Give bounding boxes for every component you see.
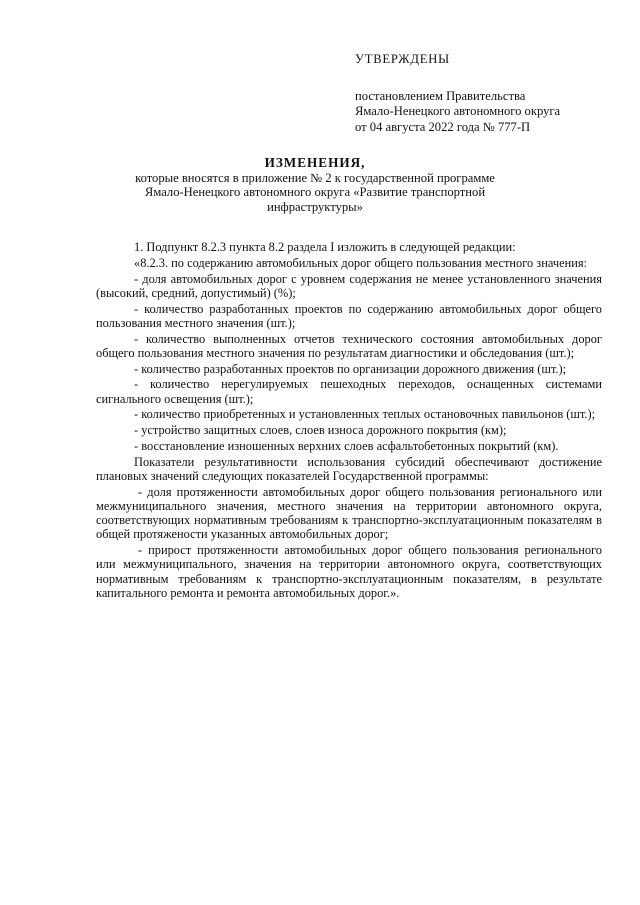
document-heading bbox=[110, 156, 520, 214]
list-item: - доля автомобильных дорог с уровнем содержания не менее установленного значения (высокий, средний, допустимый) (%); bbox=[96, 271, 602, 300]
list-item: - количество нерегулируемых пешеходных переходов, оснащенных системами сигнального освещения (шт.); bbox=[96, 377, 602, 406]
paragraph: Показатели результативности использования субсидий обеспечивают достижение плановых значений следующих показателей Государственной программы: bbox=[96, 454, 602, 483]
approval-line: от 04 августа 2022 года № 777-П bbox=[355, 119, 531, 134]
approval-title: УТВЕРЖДЕНЫ bbox=[355, 52, 450, 66]
heading-title: ИЗМЕНЕНИЯ, bbox=[264, 155, 366, 170]
heading-line: Ямало-Ненецкого автономного округа «Развитие транспортной bbox=[144, 185, 486, 200]
list-item: - доля протяженности автомобильных дорог общего пользования регионального или межмуниципального значения, местного значения на территории автономного округа, соответствующих нормативным требованиям к транспортно-эксплуатационным показателям в общей протяжености указанных автомобильных дорог; bbox=[96, 484, 602, 542]
list-item: - количество разработанных проектов по содержанию автомобильных дорог общего пользования местного значения (шт.); bbox=[96, 301, 602, 330]
approval-line: Ямало-Ненецкого автономного округа bbox=[355, 104, 561, 119]
paragraph: 1. Подпункт 8.2.3 пункта 8.2 раздела I изложить в следующей редакции: bbox=[134, 240, 516, 254]
list-item: - количество разработанных проектов по организации дорожного движения (шт.); bbox=[134, 361, 567, 376]
list-item: - восстановление изношенных верхних слоев асфальтобетонных покрытий (км). bbox=[134, 438, 559, 453]
approval-block bbox=[355, 52, 625, 135]
heading-line: инфраструктуры» bbox=[267, 199, 363, 214]
approval-line: постановлением Правительства bbox=[355, 89, 526, 104]
heading-line: которые вносятся в приложение № 2 к государственной программе bbox=[135, 170, 495, 185]
list-item: - количество приобретенных и установленных теплых остановочных павильонов (шт.); bbox=[134, 407, 596, 422]
document-body bbox=[96, 240, 602, 602]
list-item: - количество выполненных отчетов технического состояния автомобильных дорог общего пользования местного значения по результатам диагностики и обследования (шт.); bbox=[96, 331, 602, 360]
paragraph: «8.2.3. по содержанию автомобильных дорог общего пользования местного значения: bbox=[134, 255, 587, 270]
list-item: - устройство защитных слоев, слоев износа дорожного покрытия (км); bbox=[134, 423, 507, 438]
list-item: - прирост протяженности автомобильных дорог общего пользования регионального или межмуниципального, значения на территории автономного округа, соответствующих нормативным требованиям к транспортно-эксплуатационным показателям, в результате капитального ремонта и ремонта автомобильных дорог.». bbox=[96, 543, 602, 600]
